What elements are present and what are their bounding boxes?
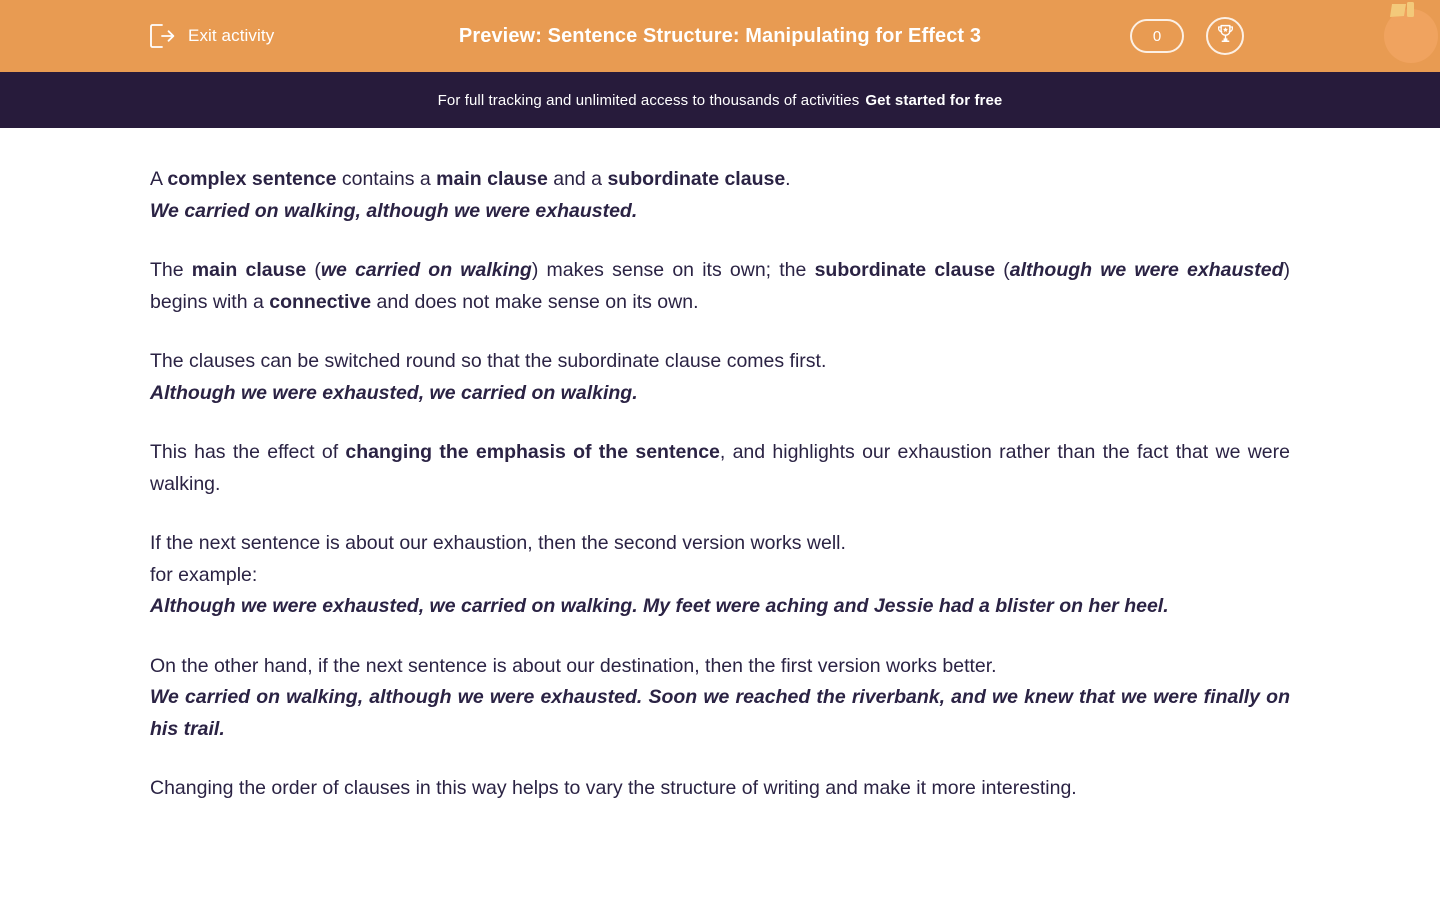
- paragraph-first-version-example: [150, 651, 1290, 746]
- line-second-version-label: [150, 560, 1290, 592]
- page-title: Preview: Sentence Structure: Manipulating for Effect 3: [458, 25, 982, 47]
- text-run: If the next sentence is about our exhaustion, then the second version works well.: [150, 532, 846, 554]
- bold-term: subordinate clause: [814, 259, 996, 281]
- exit-door-arrow-icon: [148, 23, 176, 49]
- text-run: The: [150, 259, 192, 281]
- bold-term: connective: [269, 290, 372, 313]
- paragraph-summary: [150, 773, 1290, 805]
- example-sentence: Although we were exhausted, we carried on walking. My feet were aching and Jessie had a blister on her heel.: [150, 595, 1169, 617]
- text-run: .: [785, 168, 791, 190]
- text-run: On the other hand, if the next sentence is about our destination, then the first version works better.: [150, 654, 997, 677]
- score-value: 0: [1152, 27, 1162, 45]
- line-summary-body: [150, 773, 1290, 805]
- promo-banner-message: For full tracking and unlimited access to thousands of activities: [437, 91, 860, 109]
- line-switching-clauses-rule: [150, 346, 1290, 378]
- text-run: and a: [547, 168, 608, 190]
- text-run: ) begins with a: [150, 259, 1291, 313]
- app-header: [0, 0, 1440, 72]
- activity-content-area: [0, 128, 1440, 900]
- text-run: ) makes sense on its own; the: [531, 259, 815, 281]
- lesson-text-body: [150, 164, 1290, 805]
- line-first-version-lead: [150, 651, 1290, 683]
- bold-term: changing the emphasis of the sentence: [345, 441, 720, 463]
- example-sentence: We carried on walking, although we were exhausted.: [150, 199, 638, 222]
- text-run: A: [150, 168, 168, 190]
- line-clause-explanation-body: [150, 255, 1290, 318]
- line-definition-example: [150, 196, 1290, 228]
- text-run: Changing the order of clauses in this way helps to vary the structure of writing and make it more interesting.: [150, 777, 1077, 799]
- example-sentence: although we were exhausted: [1009, 259, 1284, 281]
- paragraph-switching-clauses: [150, 346, 1290, 409]
- text-run: contains a: [336, 168, 437, 190]
- text-run: This has the effect of: [150, 441, 346, 463]
- line-first-version-sample: [150, 682, 1290, 745]
- line-switching-clauses-example: [150, 378, 1290, 410]
- exit-activity-button[interactable]: [148, 0, 274, 72]
- line-definition-rule: [150, 164, 1290, 196]
- trophy-icon: [1215, 23, 1236, 49]
- example-sentence: We carried on walking, although we were exhausted. Soon we reached the riverbank, and we knew that we were finally on his trail.: [150, 686, 1290, 740]
- bold-term: subordinate clause: [607, 168, 786, 190]
- bold-term: main clause: [436, 168, 548, 190]
- text-run: (: [995, 259, 1010, 281]
- text-run: for example:: [150, 563, 258, 586]
- promo-banner: [0, 72, 1440, 128]
- paragraph-clause-explanation: [150, 255, 1290, 318]
- header-actions: [1130, 0, 1244, 72]
- trophy-button[interactable]: [1206, 17, 1244, 55]
- paragraph-second-version-example: [150, 528, 1290, 623]
- score-counter[interactable]: [1130, 19, 1184, 53]
- bold-term: complex sentence: [167, 168, 337, 190]
- exit-activity-label: Exit activity: [188, 26, 275, 45]
- line-second-version-lead: [150, 528, 1290, 560]
- get-started-link[interactable]: Get started for free: [865, 91, 1003, 109]
- line-second-version-sample: [150, 591, 1290, 623]
- orange-fruit-logo-icon: [1370, 0, 1440, 72]
- paragraph-definition: [150, 164, 1290, 227]
- bold-term: main clause: [191, 259, 307, 281]
- line-emphasis-effect-body: [150, 437, 1290, 500]
- paragraph-emphasis-effect: [150, 437, 1290, 500]
- example-sentence: Although we were exhausted, we carried on walking.: [150, 381, 638, 404]
- example-sentence: we carried on walking: [320, 259, 532, 281]
- text-run: (: [306, 259, 321, 281]
- text-run: The clauses can be switched round so that the subordinate clause comes first.: [150, 350, 827, 372]
- text-run: , and highlights our exhaustion rather than the fact that we were walking.: [150, 441, 1290, 495]
- text-run: and does not make sense on its own.: [371, 290, 699, 313]
